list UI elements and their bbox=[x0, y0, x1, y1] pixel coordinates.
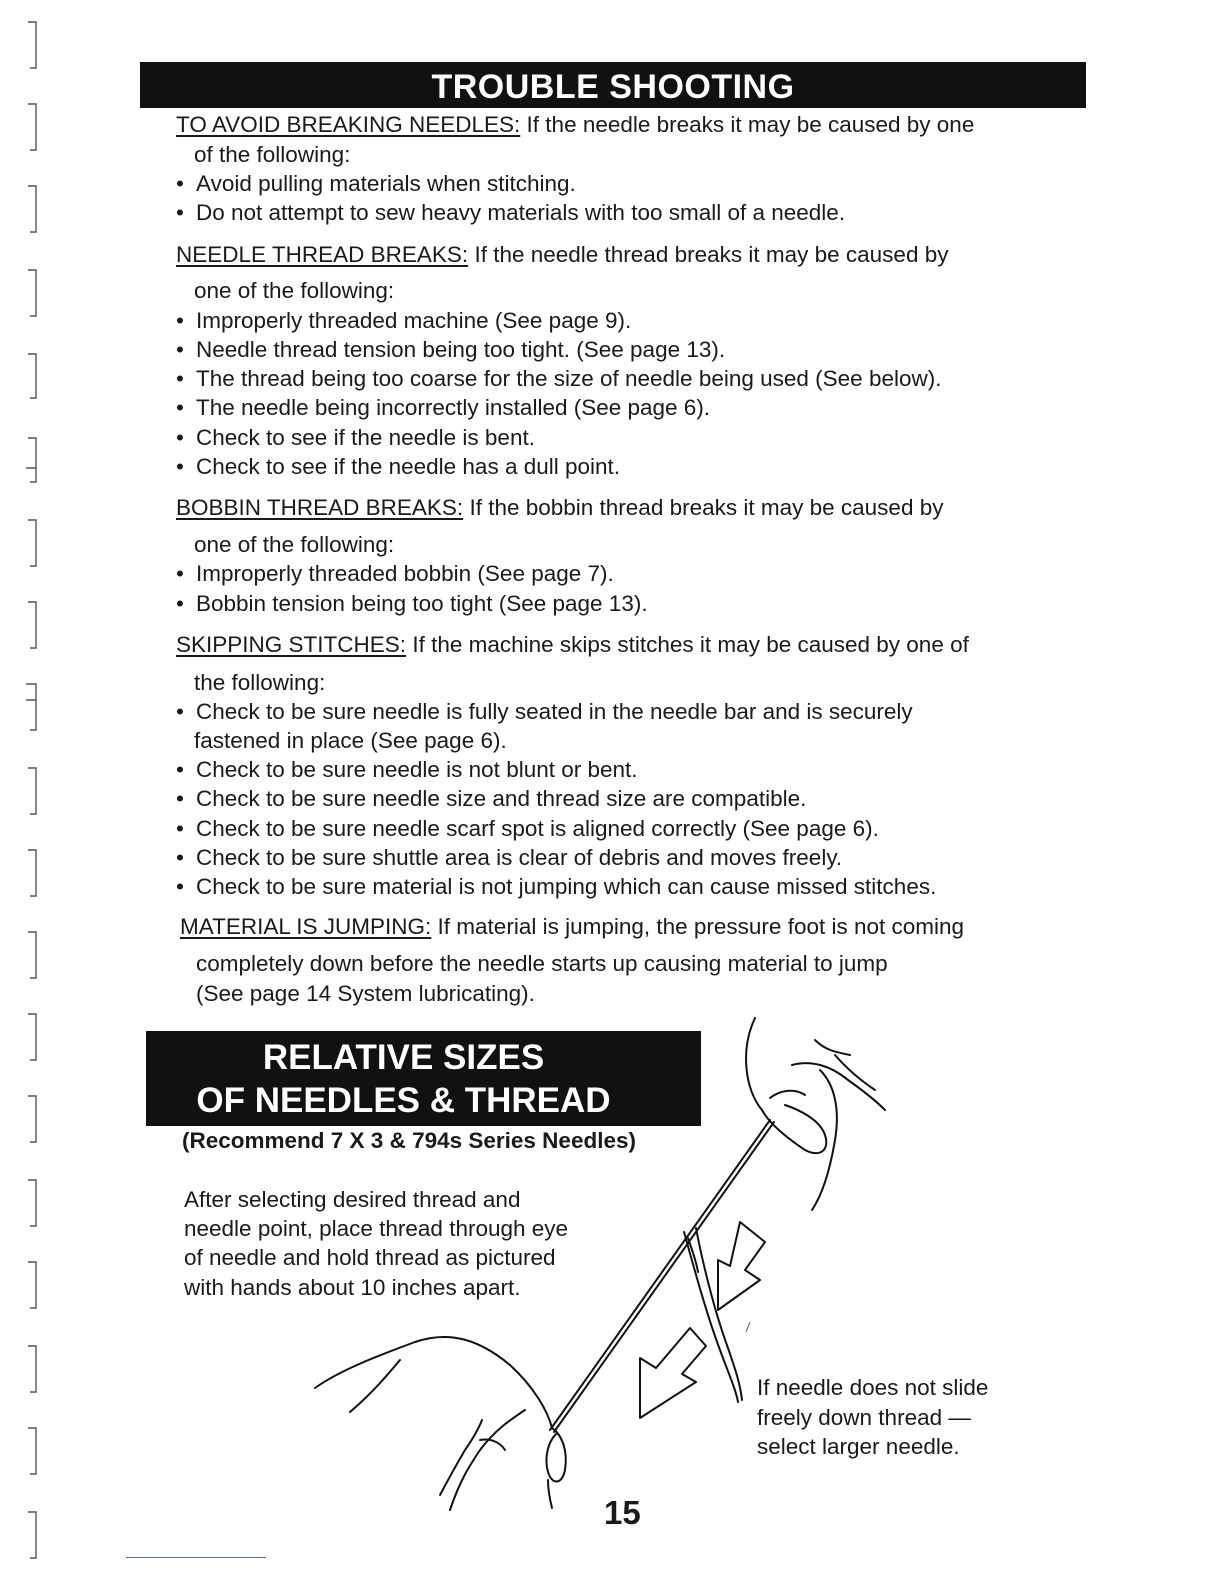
bullet-glyph: • bbox=[176, 200, 184, 225]
bullet-glyph: • bbox=[176, 171, 184, 196]
bullet-item: • Improperly threaded bobbin (See page 7). bbox=[176, 561, 614, 586]
bullet-item: • Needle thread tension being too tight. (See page 13). bbox=[176, 337, 726, 362]
section-heading: TO AVOID BREAKING NEEDLES: bbox=[176, 112, 521, 137]
bullet-glyph: • bbox=[176, 816, 184, 841]
bullet-glyph: • bbox=[176, 757, 184, 782]
bullet-item: • Check to be sure needle scarf spot is aligned correctly (See page 6). bbox=[176, 816, 879, 841]
footer-rule bbox=[126, 1557, 266, 1558]
bullet-item: • The needle being incorrectly installed (See page 6). bbox=[176, 395, 711, 420]
instruction-line: of needle and hold thread as pictured bbox=[184, 1245, 556, 1270]
bullet-glyph: • bbox=[176, 308, 184, 333]
bullet-glyph: • bbox=[176, 561, 184, 586]
section-intro: If the bobbin thread breaks it may be caused by bbox=[469, 495, 944, 520]
section-intro: If the needle thread breaks it may be caused by bbox=[474, 242, 949, 267]
bullet-item: • Improperly threaded machine (See page 9). bbox=[176, 308, 632, 333]
section-heading: BOBBIN THREAD BREAKS: bbox=[176, 495, 464, 520]
section-intro: If material is jumping, the pressure foot is not coming bbox=[437, 914, 965, 939]
section-intro-cont: one of the following: bbox=[194, 532, 395, 557]
section-intro: If the needle breaks it may be caused by one bbox=[526, 112, 975, 137]
bullet-glyph: • bbox=[176, 337, 184, 362]
bullet-item: • Avoid pulling materials when stitching. bbox=[176, 171, 576, 196]
bullet-item: • Check to be sure material is not jumping which can cause missed stitches. bbox=[176, 874, 937, 899]
banner-line: OF NEEDLES & THREAD bbox=[196, 1081, 611, 1120]
section-heading: NEEDLE THREAD BREAKS: bbox=[176, 242, 469, 267]
section-heading: SKIPPING STITCHES: bbox=[176, 632, 407, 657]
instruction-line: After selecting desired thread and bbox=[184, 1187, 521, 1212]
bullet-item: • Bobbin tension being too tight (See page 13). bbox=[176, 591, 648, 616]
bullet-glyph: • bbox=[176, 366, 184, 391]
section-intro-cont: one of the following: bbox=[194, 278, 395, 303]
bullet-item-cont: fastened in place (See page 6). bbox=[194, 728, 507, 753]
section-intro-cont: completely down before the needle starts up causing material to jump bbox=[196, 951, 888, 976]
page-number: 15 bbox=[604, 1494, 641, 1531]
instruction-line: with hands about 10 inches apart. bbox=[184, 1275, 521, 1300]
bullet-glyph: • bbox=[176, 454, 184, 479]
bullet-item: • Do not attempt to sew heavy materials with too small of a needle. bbox=[176, 200, 846, 225]
bullet-item: • Check to be sure needle is not blunt or bent. bbox=[176, 757, 638, 782]
needle-note-line: select larger needle. bbox=[757, 1434, 960, 1459]
bullet-item: • Check to see if the needle has a dull point. bbox=[176, 454, 621, 479]
section-intro-cont: of the following: bbox=[194, 142, 351, 167]
needle-recommendation: (Recommend 7 X 3 & 794s Series Needles) bbox=[182, 1128, 636, 1153]
trouble-shooting-banner bbox=[140, 62, 1086, 108]
bullet-glyph: • bbox=[176, 699, 184, 724]
bullet-item: • Check to be sure shuttle area is clear of debris and moves freely. bbox=[176, 845, 843, 870]
page-title: TROUBLE SHOOTING bbox=[431, 68, 795, 106]
bullet-glyph: • bbox=[176, 591, 184, 616]
binder-margin-marks bbox=[20, 0, 50, 1584]
section-intro-cont: (See page 14 System lubricating). bbox=[196, 981, 535, 1006]
bullet-glyph: • bbox=[176, 845, 184, 870]
instruction-line: needle point, place thread through eye bbox=[184, 1216, 569, 1241]
needle-note-line: freely down thread — bbox=[757, 1405, 971, 1430]
bullet-item: • The thread being too coarse for the size of needle being used (See below). bbox=[176, 366, 942, 391]
bullet-glyph: • bbox=[176, 395, 184, 420]
section-intro: If the machine skips stitches it may be caused by one of bbox=[412, 632, 969, 657]
bullet-item: • Check to be sure needle size and thread size are compatible. bbox=[176, 786, 807, 811]
bullet-glyph: • bbox=[176, 425, 184, 450]
section-intro-cont: the following: bbox=[194, 670, 326, 695]
section-heading: MATERIAL IS JUMPING: bbox=[180, 914, 432, 939]
bullet-item: • Check to be sure needle is fully seated in the needle bar and is securely bbox=[176, 699, 913, 724]
banner-line: RELATIVE SIZES bbox=[262, 1038, 545, 1077]
bullet-item: • Check to see if the needle is bent. bbox=[176, 425, 535, 450]
bullet-glyph: • bbox=[176, 786, 184, 811]
bullet-glyph: • bbox=[176, 874, 184, 899]
needle-note-line: If needle does not slide bbox=[757, 1375, 989, 1400]
